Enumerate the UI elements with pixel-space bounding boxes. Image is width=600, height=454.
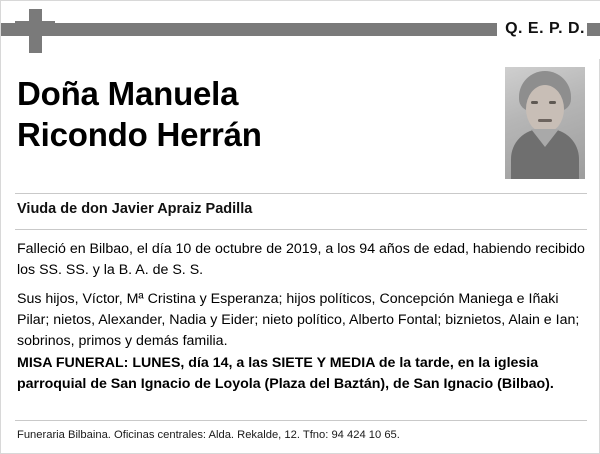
portrait-mouth (538, 119, 552, 122)
divider-top (15, 193, 587, 194)
funeral-home-note: Funeraria Bilbaina. Oficinas centrales: Alda. Rekalde, 12. Tfno: 94 424 10 65. (17, 429, 400, 441)
avatar (505, 67, 585, 179)
family-survivors-paragraph: Sus hijos, Víctor, Mª Cristina y Esperanza; hijos políticos, Concepción Maniega e Iñaki Pilar; nietos, Alexander, Nadia y Eider; nieto político, Alberto Fontal; biznietos, Alain e Ian; sobrinos, primos y demás familia. (17, 291, 580, 349)
cross-icon (15, 9, 55, 53)
cross-icon-horizontal (15, 21, 55, 34)
deceased-name-line-1: Doña Manuela (17, 75, 239, 112)
deceased-name-line-2: Ricondo Herrán (17, 116, 262, 153)
portrait-eye-left (531, 101, 538, 104)
header-band (1, 1, 600, 59)
deceased-relation: Viuda de don Javier Apraiz Padilla (17, 201, 253, 217)
divider-bottom (15, 420, 587, 421)
page-title (17, 73, 487, 155)
divider-middle (15, 229, 587, 230)
death-details-paragraph: Falleció en Bilbao, el día 10 de octubre de 2019, a los 94 años de edad, habiendo recibido los SS. SS. y la B. A. de S. S. (17, 241, 585, 278)
portrait-face (526, 85, 564, 133)
portrait-eye-right (549, 101, 556, 104)
funeral-mass-paragraph: MISA FUNERAL: LUNES, día 14, a las SIETE Y MEDIA de la tarde, en la iglesia parroquial de San Ignacio de Loyola (Plaza del Baztán), de San Ignacio (Bilbao). (17, 355, 554, 392)
qepd-label: Q. E. P. D. (497, 19, 587, 39)
